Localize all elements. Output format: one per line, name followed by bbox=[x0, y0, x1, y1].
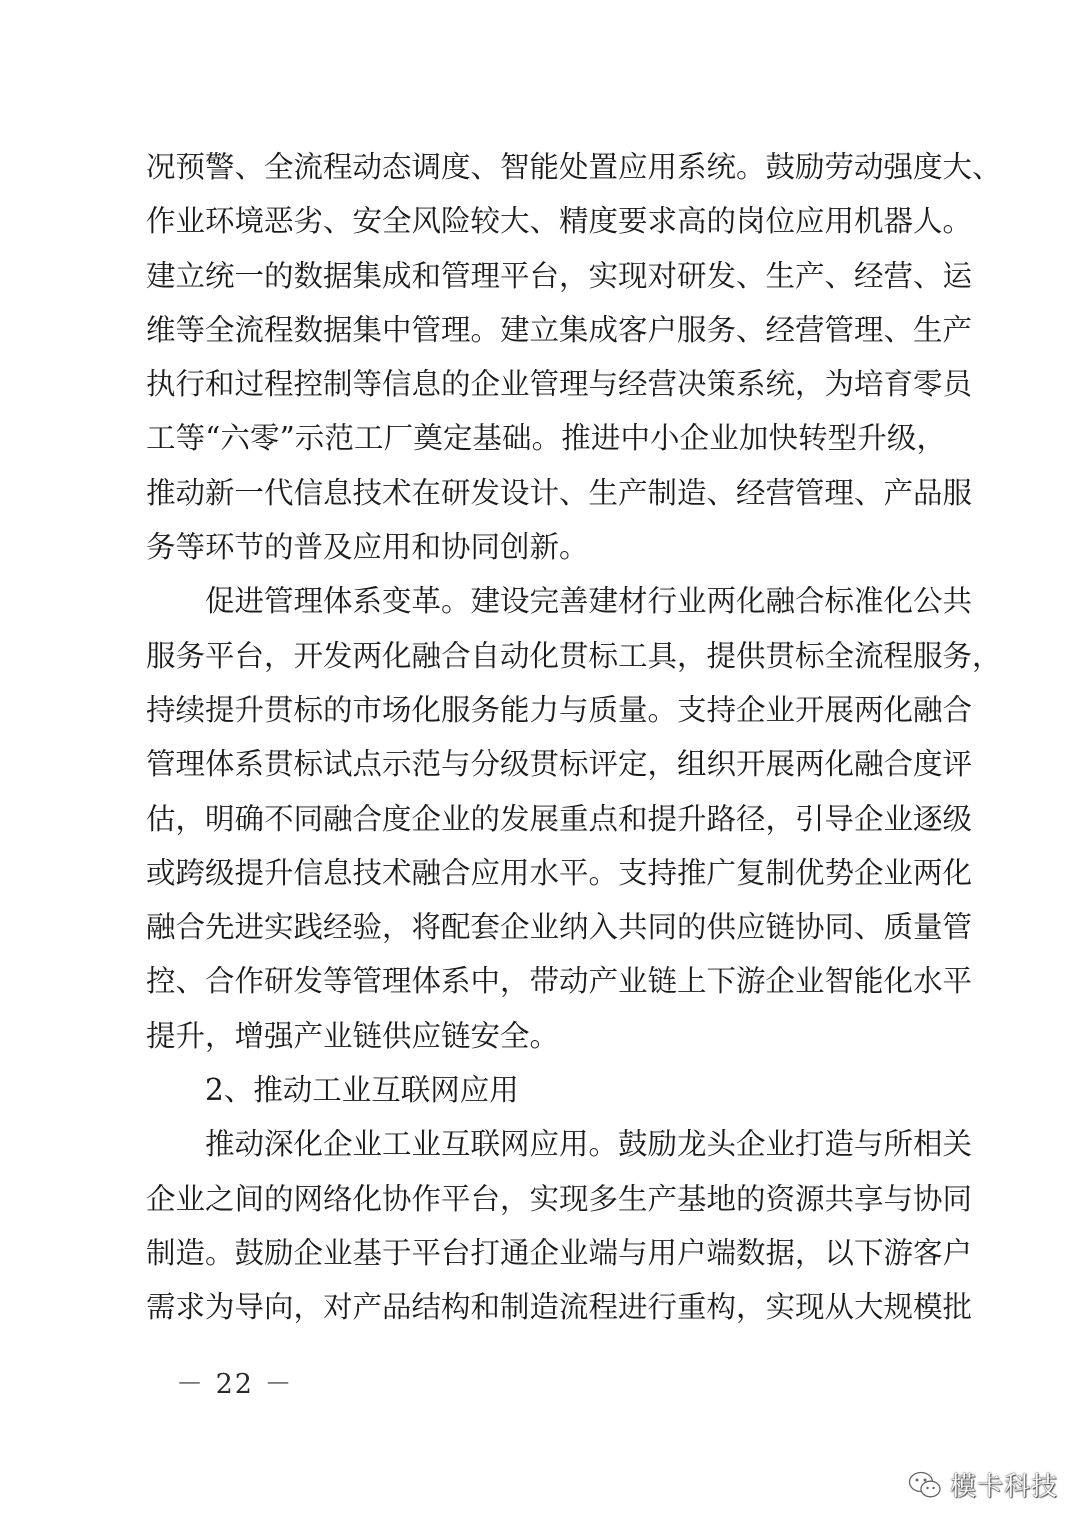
text-line: 作业环境恶劣、安全风险较大、精度要求高的岗位应用机器人。 bbox=[146, 204, 973, 239]
text-line: 服务平台，开发两化融合自动化贯标工具，提供贯标全流程服务， bbox=[146, 638, 1002, 673]
text-line: 况预警、全流程动态调度、智能处置应用系统。鼓励劳动强度大、 bbox=[146, 150, 1002, 184]
text-line: 持续提升贯标的市场化服务能力与质量。支持企业开展两化融合 bbox=[146, 692, 973, 727]
text-line: 估，明确不同融合度企业的发展重点和提升路径，引导企业逐级 bbox=[146, 801, 973, 836]
text-line: 提升，增强产业链供应链安全。 bbox=[146, 1018, 560, 1053]
paragraph-1 bbox=[146, 140, 1002, 574]
text-line: 执行和过程控制等信息的企业管理与经营决策系统，为培育零员 bbox=[146, 367, 973, 402]
text-line: 需求为导向，对产品结构和制造流程进行重构，实现从大规模批 bbox=[146, 1290, 973, 1325]
watermark-text: 模卡科技 bbox=[950, 1472, 1059, 1502]
text-line: 务等环节的普及应用和协同创新。 bbox=[146, 530, 589, 565]
text-line: 推动深化企业工业互联网应用。鼓励龙头企业打造与所相关 bbox=[205, 1127, 973, 1162]
text-line: 工等“六零”示范工厂奠定基础。推进中小企业加快转型升级， bbox=[146, 421, 946, 456]
section-heading bbox=[146, 1063, 946, 1117]
text-line: 企业之间的网络化协作平台，实现多生产基地的资源共享与协同 bbox=[146, 1181, 973, 1216]
heading-text: 2、推动工业互联网应用 bbox=[205, 1073, 519, 1108]
text-line: 管理体系贯标试点示范与分级贯标评定，组织开展两化融合度评 bbox=[146, 747, 973, 782]
text-line: 维等全流程数据集中管理。建立集成客户服务、经营管理、生产 bbox=[146, 312, 973, 347]
text-line: 建立统一的数据集成和管理平台，实现对研发、生产、经营、运 bbox=[146, 258, 973, 293]
paragraph-3 bbox=[146, 1117, 973, 1334]
wechat-icon bbox=[908, 1470, 942, 1500]
text-line: 或跨级提升信息技术融合应用水平。支持推广复制优势企业两化 bbox=[146, 855, 973, 890]
document-body bbox=[146, 140, 1002, 1335]
text-line: 制造。鼓励企业基于平台打通企业端与用户端数据，以下游客户 bbox=[146, 1235, 973, 1270]
text-line: 融合先进实践经验，将配套企业纳入共同的供应链协同、质量管 bbox=[146, 910, 973, 945]
text-line: 推动新一代信息技术在研发设计、生产制造、经营管理、产品服 bbox=[146, 475, 973, 510]
watermark bbox=[908, 1466, 1058, 1503]
text-line: 控、合作研发等管理体系中，带动产业链上下游企业智能化水平 bbox=[146, 964, 973, 999]
text-line: 促进管理体系变革。建设完善建材行业两化融合标准化公共 bbox=[205, 584, 973, 619]
paragraph-2 bbox=[146, 574, 1002, 1063]
page-number: － 22 － bbox=[176, 1369, 294, 1400]
